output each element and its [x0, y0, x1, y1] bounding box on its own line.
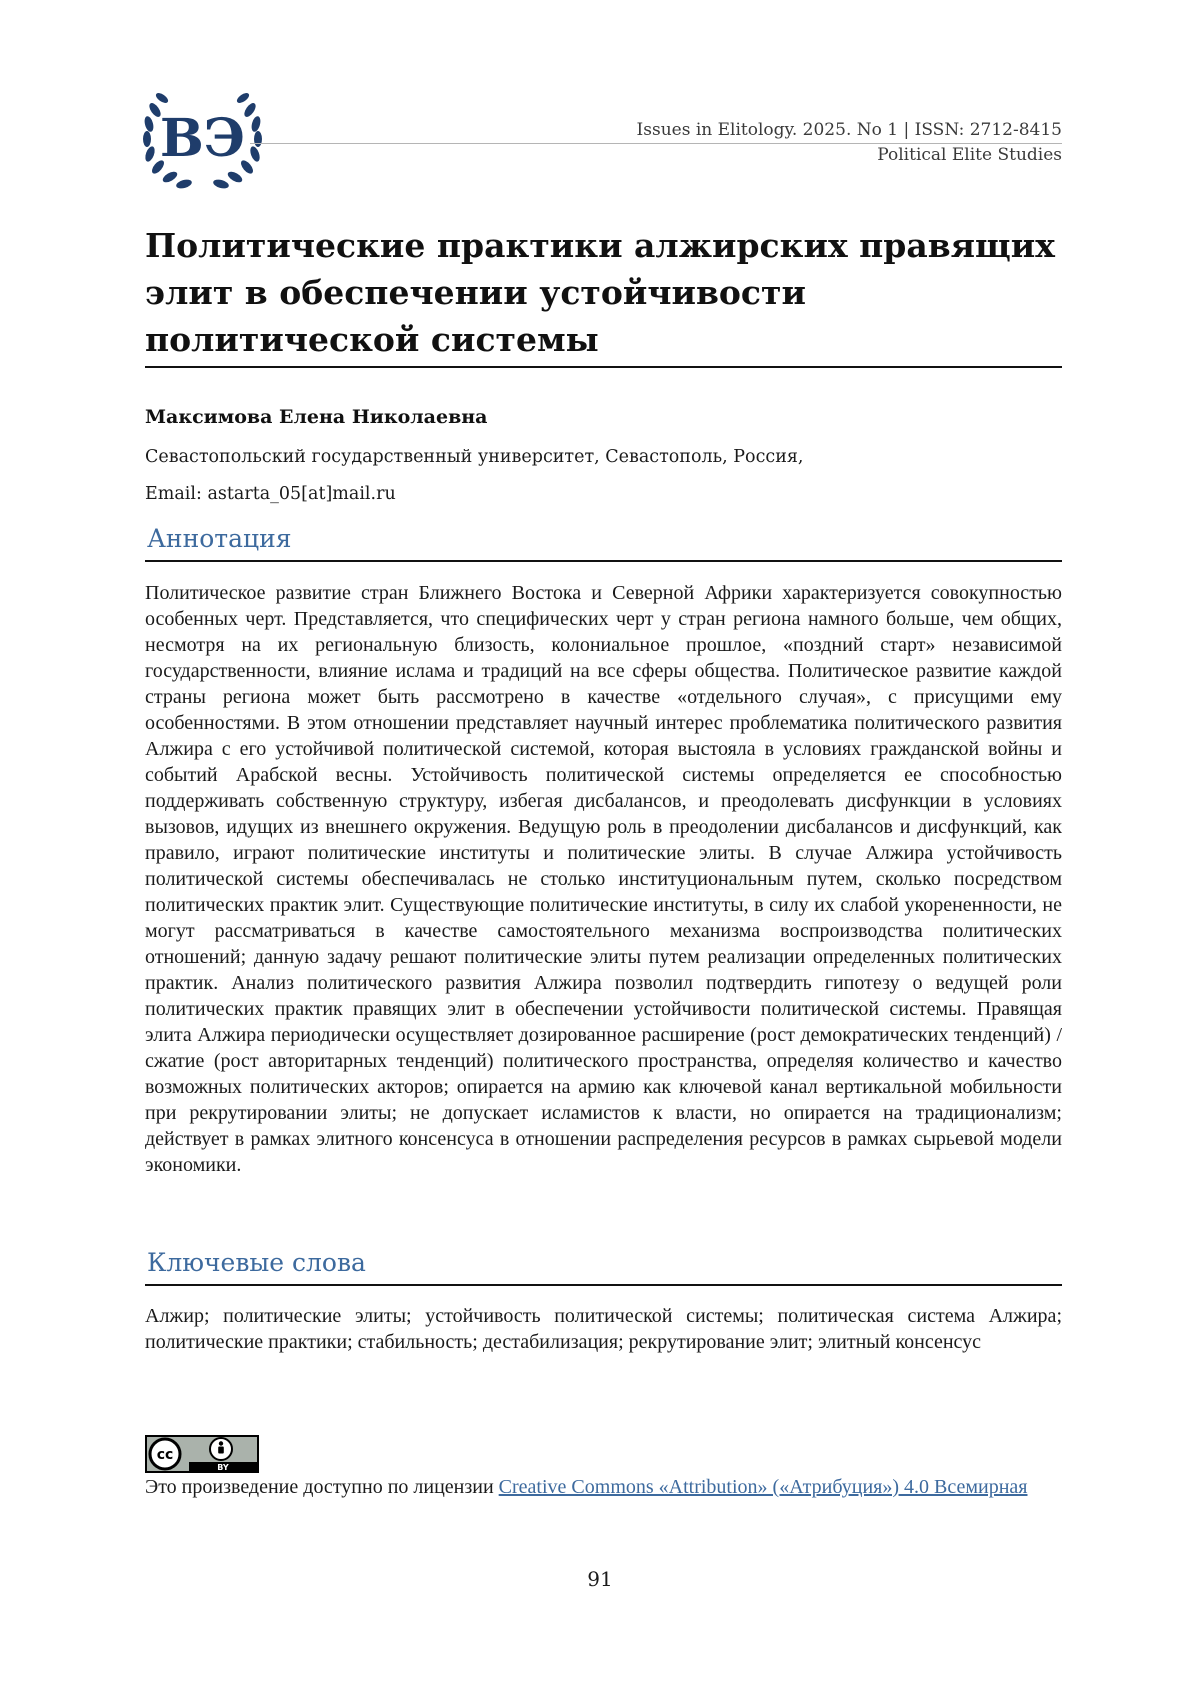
- title-divider: [145, 366, 1062, 368]
- author-affiliation: Севастопольский государственный университет, Севастополь, Россия,: [145, 447, 804, 467]
- license-statement: [145, 1474, 1062, 1501]
- keywords-heading: Ключевые слова: [147, 1248, 366, 1277]
- keywords-text: Алжир; политические элиты; устойчивость политической системы; политическая система Алжира; политические практики; стабильность; дестабилизация; рекрутирование элит; элитный консенсус: [145, 1305, 1062, 1353]
- logo-letters: ВЭ: [159, 108, 246, 169]
- journal-series-line: Political Elite Studies: [877, 145, 1062, 165]
- cc-badge-label: cc: [156, 1447, 174, 1463]
- page-number: 91: [587, 1567, 613, 1591]
- license-link[interactable]: Creative Commons «Attribution» («Атрибуция») 4.0 Всемирная: [498, 1476, 1028, 1498]
- journal-issn-line: Issues in Elitology. 2025. No 1 | ISSN: 2712-8415: [636, 120, 1062, 140]
- abstract-divider: [145, 560, 1062, 562]
- abstract-text: Политическое развитие стран Ближнего Востока и Северной Африки характеризуется совокупностью особенных черт. Представляется, что специфических черт у стран региона намного больше, чем общих, несмотря на их региональную близость, колониальное прошлое, «поздний старт» независимой государственности, влияние ислама и традиций на все сферы общества. Политическое развитие каждой страны региона может быть рассмотрено в качестве «отдельного случая», с присущими ему особенностями. В этом отношении представляет научный интерес проблематика политического развития Алжира с его устойчивой политической системой, которая выстояла в условиях гражданской войны и событий Арабской весны. Устойчивость политической системы определяется ее способностью поддерживать собственную структуру, избегая дисбалансов, и преодолевать дисфункции в условиях вызовов, идущих из внешнего окружения. Ведущую роль в преодолении дисбалансов и дисфункций, как правило, играют политические институты и политические элиты. В случае Алжира устойчивость политической системы обеспечивалась не столько институциональным путем, сколько посредством политических практик элит. Существующие политические институты, в силу их слабой укорененности, не могут рассматриваться в качестве самостоятельного механизма воспроизводства политических отношений; данную задачу решают политические элиты путем реализации определенных политических практик. Анализ политического развития Алжира позволил подтвердить гипотезу о ведущей роли политических практик правящих элит в обеспечении устойчивости политической системы. Правящая элита Алжира периодически осуществляет дозированное расширение (рост демократических тенденций) / сжатие (рост авторитарных тенденций) политического пространства, определяя количество и качество возможных политических акторов; опирается на армию как ключевой канал вертикальной мобильности при рекрутировании элиты; не допускает исламистов к власти, но опирается на традиционализм; действует в рамках элитного консенсуса в отношении распределения ресурсов в рамках сырьевой модели экономики.: [145, 582, 1062, 1176]
- keywords-divider: [145, 1284, 1062, 1286]
- by-badge-label: BY: [217, 1463, 229, 1472]
- journal-info: [637, 118, 1062, 168]
- cc-by-license-badge: [145, 1435, 259, 1473]
- article-title: Политические практики алжирских правящих элит в обеспечении устойчивости политической системы: [145, 226, 1055, 359]
- person-icon: [218, 1441, 224, 1453]
- abstract-heading: Аннотация: [147, 524, 292, 553]
- author-name: Максимова Елена Николаевна: [145, 406, 488, 428]
- author-email: Email: astarta_05[at]mail.ru: [145, 484, 396, 504]
- journal-logo: [140, 80, 265, 195]
- license-prefix: Это произведение доступно по лицензии: [145, 1476, 499, 1498]
